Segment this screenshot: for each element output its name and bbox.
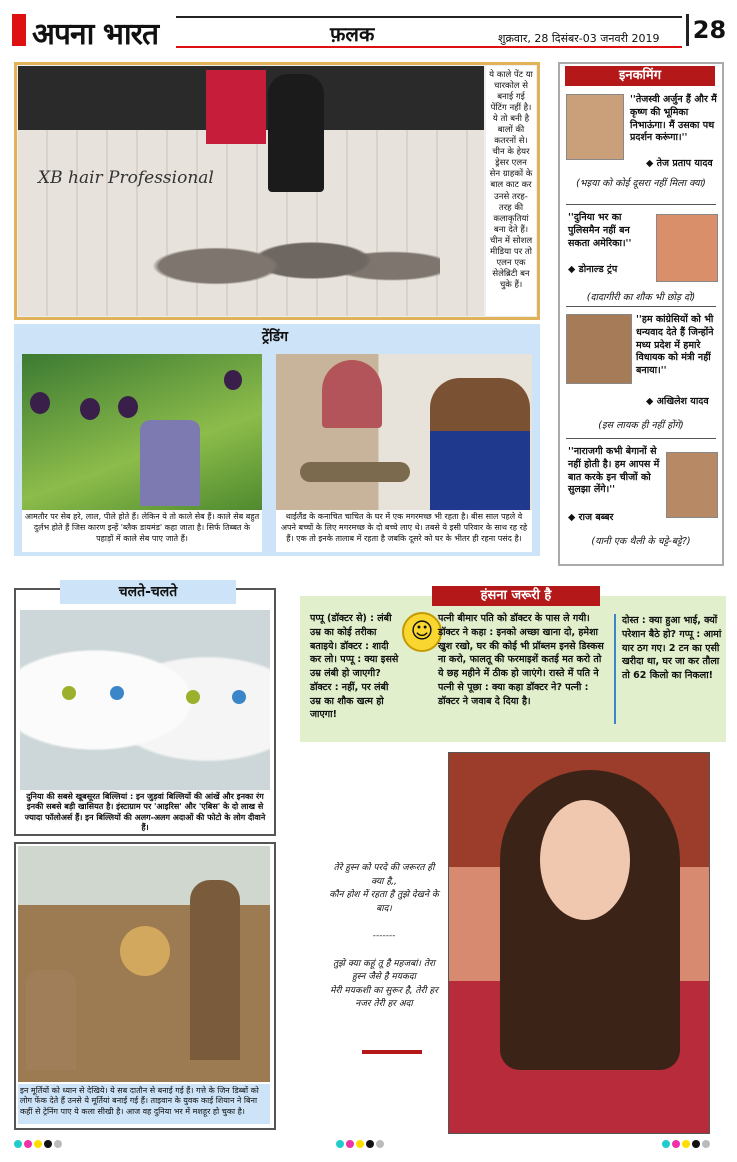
quote-text: ''दुनिया भर का पुलिसमैन नहीं बन सकता अमेरिका।'' <box>568 212 632 249</box>
salon-red-cabinet <box>206 70 266 144</box>
divider <box>566 438 716 439</box>
black-apples-caption: आमतौर पर सेब हरे, लाल, पीले होते हैं। लेकिन ये तो काले सेब हैं। काले सेब बहुत दुर्लभ होते हैं जिस कारण इन्हें 'ब्लैक डायमंड' कहा जाता है। सिर्फ तिब्बत के पहाड़ों में काले सेब पाए जाते हैं। <box>22 510 262 552</box>
twin-cats-caption: दुनिया की सबसे खूबसूरत बिल्लियां : इन जुड़वां बिल्लियों की आंखें और इनका रंग इनकी सबसे बड़ी खासियत है। इंस्टाग्राम पर 'आइरिस' और 'एबिस' के दो लाख से ज्यादा फॉलोअर्स हैं। इन बिल्लियों की अलग-अलग अदाओं की फोटो के लोग दीवाने हैं। <box>24 792 266 833</box>
hair-art-caption: ये काले पेंट या चारकोल से बनाई गई पेंटिंग नहीं है। ये तो बनी है बालों की कतरनों से। चीन के हेयर ड्रेसर एलन सेन ग्राहकों के बाल काट कर उनसे तरह-तरह की कलाकृतियां बना देते हैं। चीन में सोशल मीडिया पर तो एलन एक सेलेब्रिटी बन चुके हैं। <box>486 66 536 316</box>
section-name: फ़लक <box>330 22 375 46</box>
trump-photo <box>656 214 718 282</box>
sculpture-sphere <box>120 926 170 976</box>
poem <box>328 862 440 1012</box>
laughing-emoji-icon: ☺ <box>402 612 442 652</box>
joke-ac: दोस्त : क्या हुआ भाई, क्यों परेशान बैठे हो? गप्पू : आमां यार ठग गए। 2 टन का एसी खरीदा था, घर जा कर तौला तो 62 किलो का निकला! <box>622 615 722 682</box>
divider <box>566 306 716 307</box>
sculpture-caption: इन मूर्तियों को ध्यान से देखिये। ये सब दातौन से बनाई गई हैं। गत्ते के जिन डिब्बों को लोग फेंक देते हैं उनसे ये मूर्तियां बनाई गई हैं। ताइवान के युवक काई शियान ने बिना कहीं से ट्रेनिंग पाए ये कला सीखी है। आज वह दुनिया भर में मशहूर हो चुका है। <box>18 1084 270 1124</box>
cat-eye-blue <box>110 686 124 700</box>
hair-painting-warriors <box>120 200 440 310</box>
quote-text: ''तेजस्वी अर्जुन हैं और मैं कृष्ण की भूमिका निभाऊंगा। मैं उसका पथ प्रदर्शन करूंगा।'' <box>630 94 717 144</box>
chalte-chalte-title: चलते-चलते <box>60 580 236 604</box>
poem-line: मेरी मयकशी का सुरूर है, तेरी हर नजर तेरी हर अदा <box>330 985 438 1009</box>
quote-speaker: ◆ अखिलेश यादव <box>646 396 709 407</box>
quote-speaker: ◆ डोनाल्ड ट्रंप <box>568 264 618 275</box>
issue-date: शुक्रवार, 28 दिसंबर-03 जनवरी 2019 <box>498 32 660 45</box>
man-figure <box>430 378 530 510</box>
crocodile-caption: थाईलैंड के कनाचित चाचित के घर में एक मगरमच्छ भी रहता है। बीस साल पहले वे अपने बच्चों के लिए मगरमच्छ के दो बच्चे लाए थे। तबसे ये इसी परिवार के साथ रह रहे हैं। एक तो इनके तालाब में रहता है जबकि दूसरे को घर के भीतर ही रहना पसंद है। <box>276 510 532 552</box>
poem-separator: ------- <box>372 931 396 941</box>
akhilesh-photo <box>566 314 632 384</box>
trending-title: ट्रेंडिंग <box>261 329 289 345</box>
masthead-title: अपना भारत <box>32 17 159 52</box>
quote-text: ''हम कांग्रेसियों को भी धन्यवाद देते हैं जिन्होंने मध्य प्रदेश में हमारे विधायक को मंत्री नहीं बनाया।'' <box>636 314 714 377</box>
crocodile <box>300 462 410 482</box>
black-apple <box>30 392 50 414</box>
quote-tagline: (भइया को कोई दूसरा नहीं मिला क्या) <box>576 178 706 189</box>
page-number: 28 <box>686 14 730 46</box>
quote-tagline: (इस लायक ही नहीं होंगे) <box>598 420 684 431</box>
black-apple <box>224 370 242 390</box>
masthead-red-bar <box>12 14 26 46</box>
quote-speaker: ◆ तेज प्रताप यादव <box>646 158 713 169</box>
quote-tagline: (दादागीरी का शौक भी छोड़ दो) <box>586 292 696 303</box>
jokes-title: हंसना जरूरी है <box>432 586 600 606</box>
quote-speaker: ◆ राज बब्बर <box>568 512 614 523</box>
hairdresser-figure <box>268 74 324 192</box>
sculpture-iron-man <box>26 970 76 1070</box>
joke-pappu: पप्पू (डॉक्टर से) : लंबी उम्र का कोई तरीका बताइये। डॉक्टर : शादी कर लो। पप्पू : क्या इससे उम्र लंबी हो जाएगी? डॉक्टर : नहीं, पर लंबी उम्र का शौक खत्म हो जाएगा! <box>310 613 399 721</box>
model-face <box>540 800 630 920</box>
black-apple <box>80 398 100 420</box>
cat-eye-green <box>62 686 76 700</box>
poem-line: कौन होश में रहता है तुझे देखने के बाद। <box>329 890 439 914</box>
black-apple <box>118 396 138 418</box>
divider <box>566 204 716 205</box>
registration-marks-left <box>14 1140 62 1148</box>
joke-divider <box>614 614 616 724</box>
salon-sign: XB hair Professional <box>38 168 214 188</box>
header-rule-top <box>176 16 682 18</box>
sculpture-beast <box>190 880 240 1060</box>
registration-marks-right <box>662 1140 710 1148</box>
header-rule-bottom <box>176 46 682 48</box>
joke-doctor: पत्नी बीमार पति को डॉक्टर के पास ले गयी। डॉक्टर ने कहा : इनको अच्छा खाना दो, हमेशा खुश रखो, घर की कोई भी प्रॉब्लम इनसे डिस्कस ना करो, फालतू की फरमाइशें कतई मत करो तो ये छह महीने में ठीक हो जाएंगे। रास्ते में पति ने पत्नी से पूछा : क्या कहा डॉक्टर ने? पत्नी : डॉक्टर ने जवाब दे दिया है। <box>438 613 604 707</box>
poem-line: तुझे क्या कहूं तू है महजबां। तेरा हुस्न जैसे है मयकदा <box>333 958 435 982</box>
cat-eye-green <box>186 690 200 704</box>
red-lamp <box>322 360 382 428</box>
quote-tagline: (यानी एक थैली के चट्टे-बट्टे?) <box>591 536 691 547</box>
raj-babbar-photo <box>666 452 718 518</box>
poem-line: तेरे हुस्न को परदे की जरूरत ही क्या है,, <box>333 863 435 887</box>
incoming-title: इनकमिंग <box>565 66 715 86</box>
tej-pratap-photo <box>566 94 624 160</box>
poem-red-bar <box>362 1050 422 1054</box>
registration-marks-center <box>336 1140 384 1148</box>
cat-eye-blue <box>232 690 246 704</box>
farmer-figure <box>140 420 200 506</box>
quote-text: ''नाराजगी कभी बेगानों से नहीं होती है। हम आपस में बात करके इन चीजों को सुलझा लेंगे।'' <box>568 446 660 496</box>
